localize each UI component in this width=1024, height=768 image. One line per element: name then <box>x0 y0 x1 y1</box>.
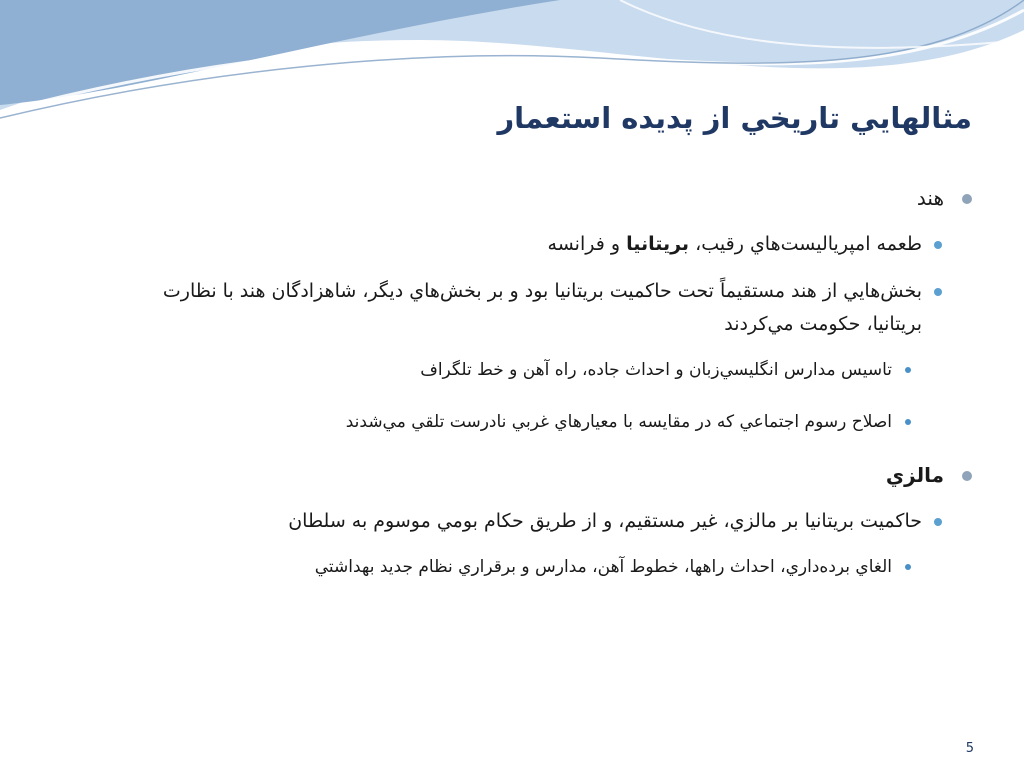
malaysia-sub1: الغاي برده‌داري، احداث راهها، خطوط آهن، مدارس و برقراري نظام جديد بهداشتي <box>314 557 892 577</box>
bullet-india-rivalry <box>124 228 922 261</box>
india-point2: بخش‌هايي از هند مستقيماً تحت حاكميت بريتانيا بود و بر بخش‌هاي ديگر، شاهزادگان هند با نظارت بريتانيا، حكومت مي‌كردند <box>162 280 922 335</box>
bullet-dot-icon <box>962 194 972 204</box>
bullet-dot-icon <box>962 471 972 481</box>
bullet-malaysia <box>124 459 944 491</box>
bullet-dot-icon <box>905 419 911 425</box>
india-point1-bold: بريتانيا <box>626 233 690 255</box>
bullet-india <box>124 182 944 214</box>
india-heading: هند <box>916 186 944 210</box>
bullet-dot-icon <box>934 518 942 526</box>
bullet-india-infrastructure <box>124 355 892 385</box>
malaysia-point1: حاكميت بريتانيا بر مالزي، غير مستقيم، و از طريق حكام بومي موسوم به سلطان <box>288 510 922 532</box>
india-sub1: تاسيس مدارس انگليسي‌زبان و احداث جاده، راه آهن و خط تلگراف <box>420 360 892 380</box>
bullet-malaysia-rule <box>124 505 922 538</box>
bullet-india-rule <box>124 275 922 341</box>
bullet-dot-icon <box>934 241 942 249</box>
bullet-dot-icon <box>905 564 911 570</box>
slide-content <box>124 182 944 604</box>
bullet-malaysia-reforms <box>124 552 892 582</box>
bullet-dot-icon <box>934 288 942 296</box>
india-sub2: اصلاح رسوم اجتماعي كه در مقايسه با معيارهاي غربي نادرست تلقي مي‌شدند <box>345 412 892 432</box>
india-point1-pre: طعمه امپرياليست‌هاي رقيب، <box>689 233 922 255</box>
bullet-dot-icon <box>905 367 911 373</box>
slide-title: مثالهايي تاريخي از پديده استعمار <box>497 101 972 135</box>
india-point1-post: و فرانسه <box>547 233 627 255</box>
malaysia-heading: مالزي <box>885 463 944 487</box>
bullet-india-customs <box>124 407 892 437</box>
slide-number: 5 <box>965 741 974 756</box>
